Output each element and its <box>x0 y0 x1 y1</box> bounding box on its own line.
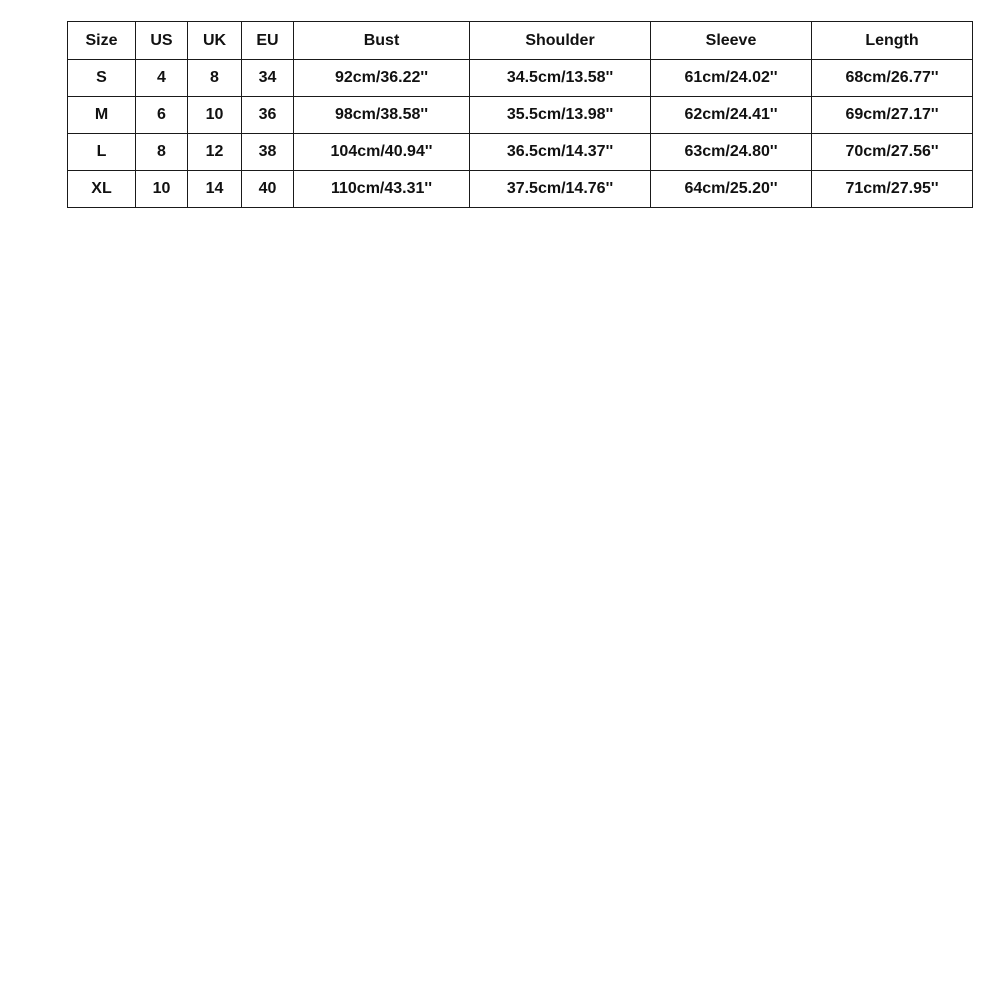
column-header-eu: EU <box>242 22 294 60</box>
us-cell: 8 <box>136 134 188 171</box>
us-cell: 6 <box>136 97 188 134</box>
uk-cell: 12 <box>188 134 242 171</box>
eu-cell: 36 <box>242 97 294 134</box>
bust-cell: 98cm/38.58'' <box>294 97 470 134</box>
uk-cell: 8 <box>188 60 242 97</box>
sleeve-cell: 64cm/25.20'' <box>651 171 812 208</box>
column-header-sleeve: Sleeve <box>651 22 812 60</box>
uk-cell: 14 <box>188 171 242 208</box>
us-cell: 4 <box>136 60 188 97</box>
column-header-length: Length <box>812 22 973 60</box>
bust-cell: 92cm/36.22'' <box>294 60 470 97</box>
length-cell: 71cm/27.95'' <box>812 171 973 208</box>
uk-cell: 10 <box>188 97 242 134</box>
size-cell: M <box>68 97 136 134</box>
size-chart-table <box>67 21 973 208</box>
table-row <box>68 171 973 208</box>
column-header-size: Size <box>68 22 136 60</box>
length-cell: 70cm/27.56'' <box>812 134 973 171</box>
sleeve-cell: 62cm/24.41'' <box>651 97 812 134</box>
column-header-us: US <box>136 22 188 60</box>
table-row <box>68 134 973 171</box>
column-header-uk: UK <box>188 22 242 60</box>
length-cell: 68cm/26.77'' <box>812 60 973 97</box>
sleeve-cell: 61cm/24.02'' <box>651 60 812 97</box>
bust-cell: 110cm/43.31'' <box>294 171 470 208</box>
column-header-bust: Bust <box>294 22 470 60</box>
size-cell: XL <box>68 171 136 208</box>
us-cell: 10 <box>136 171 188 208</box>
shoulder-cell: 36.5cm/14.37'' <box>470 134 651 171</box>
shoulder-cell: 37.5cm/14.76'' <box>470 171 651 208</box>
eu-cell: 40 <box>242 171 294 208</box>
sleeve-cell: 63cm/24.80'' <box>651 134 812 171</box>
eu-cell: 34 <box>242 60 294 97</box>
table-header-row <box>68 22 973 60</box>
eu-cell: 38 <box>242 134 294 171</box>
column-header-shoulder: Shoulder <box>470 22 651 60</box>
size-cell: S <box>68 60 136 97</box>
size-cell: L <box>68 134 136 171</box>
shoulder-cell: 35.5cm/13.98'' <box>470 97 651 134</box>
table-row <box>68 97 973 134</box>
bust-cell: 104cm/40.94'' <box>294 134 470 171</box>
shoulder-cell: 34.5cm/13.58'' <box>470 60 651 97</box>
length-cell: 69cm/27.17'' <box>812 97 973 134</box>
table-row <box>68 60 973 97</box>
